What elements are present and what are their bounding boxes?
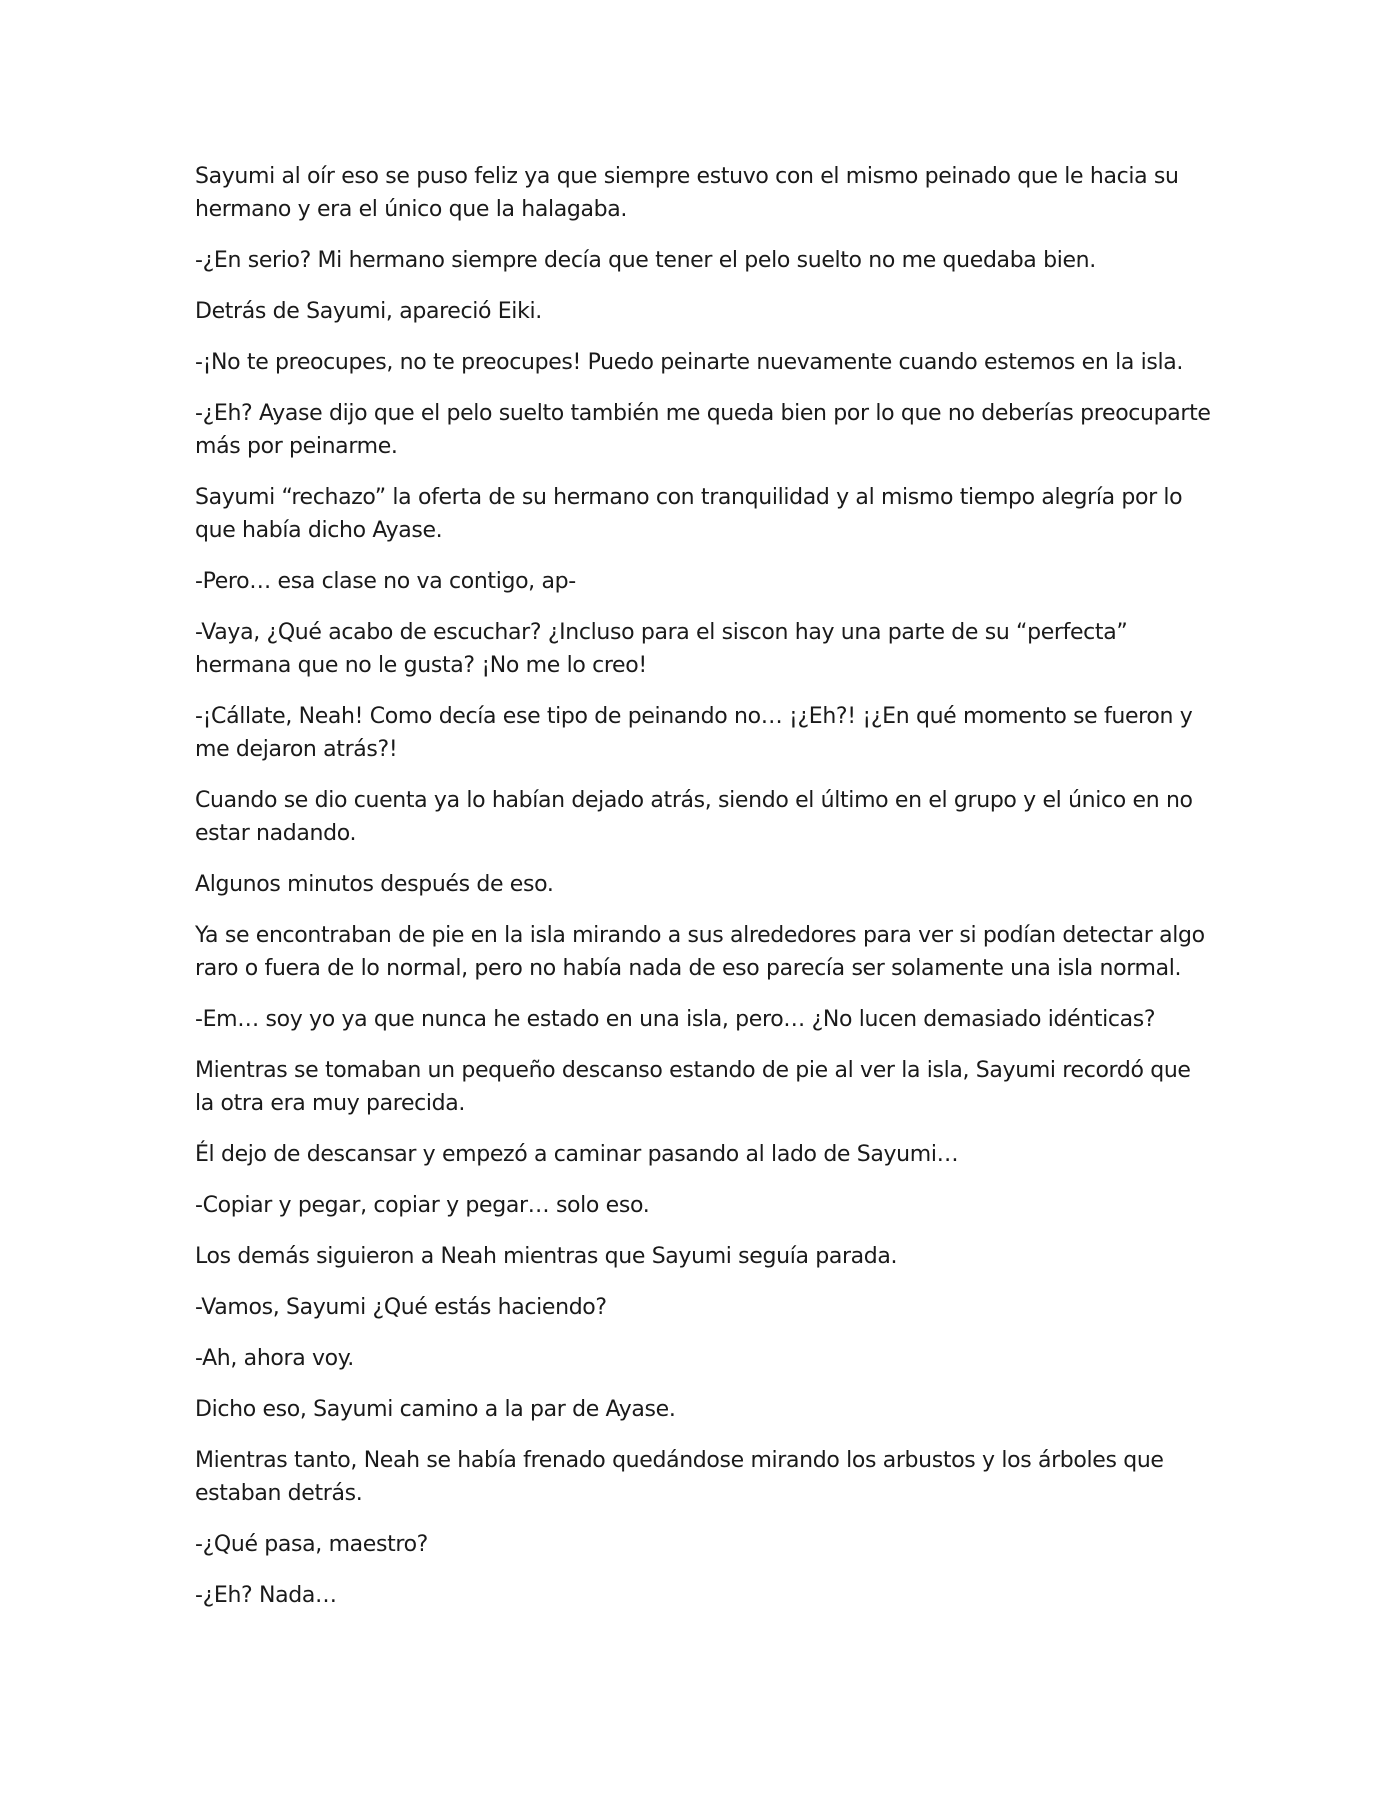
paragraph: Él dejo de descansar y empezó a caminar pasando al lado de Sayumi…: [195, 1142, 959, 1167]
document-body: [195, 160, 1215, 1630]
paragraph: -Ah, ahora voy.: [195, 1346, 354, 1371]
paragraph: Sayumi al oír eso se puso feliz ya que siempre estuvo con el mismo peinado que le hacia su hermano y era el único que la halagaba.: [195, 164, 1179, 222]
paragraph: -¿Eh? Nada…: [195, 1583, 337, 1608]
paragraph: Detrás de Sayumi, apareció Eiki.: [195, 299, 542, 324]
paragraph: Ya se encontraban de pie en la isla mirando a sus alrededores para ver si podían detectar algo raro o fuera de lo normal, pero no había nada de eso parecía ser solamente una isla normal.: [195, 923, 1205, 981]
paragraph: Los demás siguieron a Neah mientras que Sayumi seguía parada.: [195, 1244, 898, 1269]
paragraph: Algunos minutos después de eso.: [195, 872, 554, 897]
paragraph: Cuando se dio cuenta ya lo habían dejado atrás, siendo el último en el grupo y el único en no estar nadando.: [195, 788, 1193, 846]
paragraph: -Vamos, Sayumi ¿Qué estás haciendo?: [195, 1295, 607, 1320]
paragraph: -¿Eh? Ayase dijo que el pelo suelto también me queda bien por lo que no deberías preocuparte más por peinarme.: [195, 401, 1211, 459]
paragraph: -Em… soy yo ya que nunca he estado en una isla, pero… ¿No lucen demasiado idénticas?: [195, 1007, 1156, 1032]
paragraph: -Vaya, ¿Qué acabo de escuchar? ¿Incluso para el siscon hay una parte de su “perfecta” hermana que no le gusta? ¡No me lo creo!: [195, 620, 1128, 678]
paragraph: Mientras tanto, Neah se había frenado quedándose mirando los arbustos y los árboles que estaban detrás.: [195, 1448, 1164, 1506]
paragraph: -Pero… esa clase no va contigo, ap-: [195, 569, 576, 594]
paragraph: -¡No te preocupes, no te preocupes! Puedo peinarte nuevamente cuando estemos en la isla.: [195, 350, 1184, 375]
paragraph: Mientras se tomaban un pequeño descanso estando de pie al ver la isla, Sayumi recordó que la otra era muy parecida.: [195, 1058, 1191, 1116]
paragraph: Dicho eso, Sayumi camino a la par de Ayase.: [195, 1397, 676, 1422]
paragraph: -¡Cállate, Neah! Como decía ese tipo de peinando no… ¡¿Eh?! ¡¿En qué momento se fueron y me dejaron atrás?!: [195, 704, 1193, 762]
paragraph: -¿En serio? Mi hermano siempre decía que tener el pelo suelto no me quedaba bien.: [195, 248, 1096, 273]
paragraph: Sayumi “rechazo” la oferta de su hermano con tranquilidad y al mismo tiempo alegría por lo que había dicho Ayase.: [195, 485, 1183, 543]
paragraph: -Copiar y pegar, copiar y pegar… solo eso.: [195, 1193, 650, 1218]
paragraph: -¿Qué pasa, maestro?: [195, 1532, 429, 1557]
